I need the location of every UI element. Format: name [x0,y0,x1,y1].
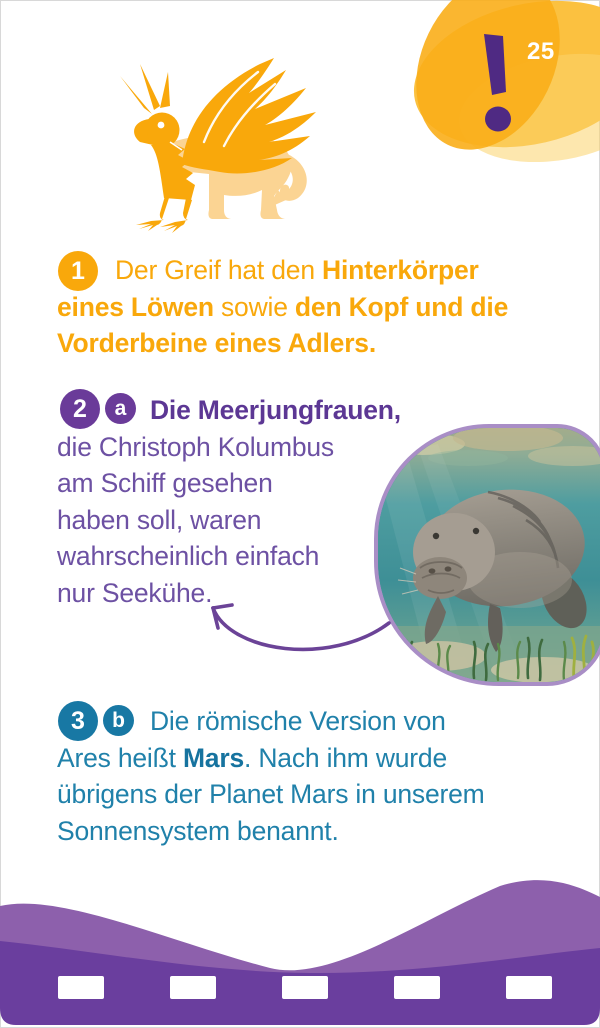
answer-number-badge: 2 [60,389,100,429]
text-line: Der Greif hat den Hinterkörper [115,255,479,285]
bottom-wave-decoration [0,880,600,1028]
corner-blob-decoration [410,0,600,162]
answer-text-1 [57,252,508,362]
page-number: 25 [527,38,555,65]
text-line: die Christoph Kolumbus [57,431,334,462]
text-line: wahrscheinlich einfach [57,541,320,572]
answer-text-2 [57,392,401,612]
answer-text-3 [57,703,485,849]
text-line: Ares heißt Mars. Nach ihm wurde [57,742,448,773]
answer-letter-badge: a [105,393,136,424]
answer-number-badge: 3 [58,701,98,741]
text-line: nur Seekühe. [57,577,213,608]
text-line: Sonnensystem benannt. [57,815,339,846]
manatee-photo [374,424,600,686]
griffin-icon [112,58,322,234]
text-line: Die römische Version von [150,706,446,736]
curved-arrow-icon [195,590,400,670]
text-line: Vorderbeine eines Adlers. [57,328,377,359]
answer-letter-badge: b [103,705,134,736]
text-line: am Schiff gesehen [57,468,273,499]
text-line: Die Meerjungfrauen, [150,395,401,425]
text-line: übrigens der Planet Mars in unserem [57,779,485,810]
text-line: eines Löwen sowie den Kopf und die [57,291,509,322]
text-line: haben soll, waren [57,504,262,535]
answer-number-badge: 1 [58,251,98,291]
